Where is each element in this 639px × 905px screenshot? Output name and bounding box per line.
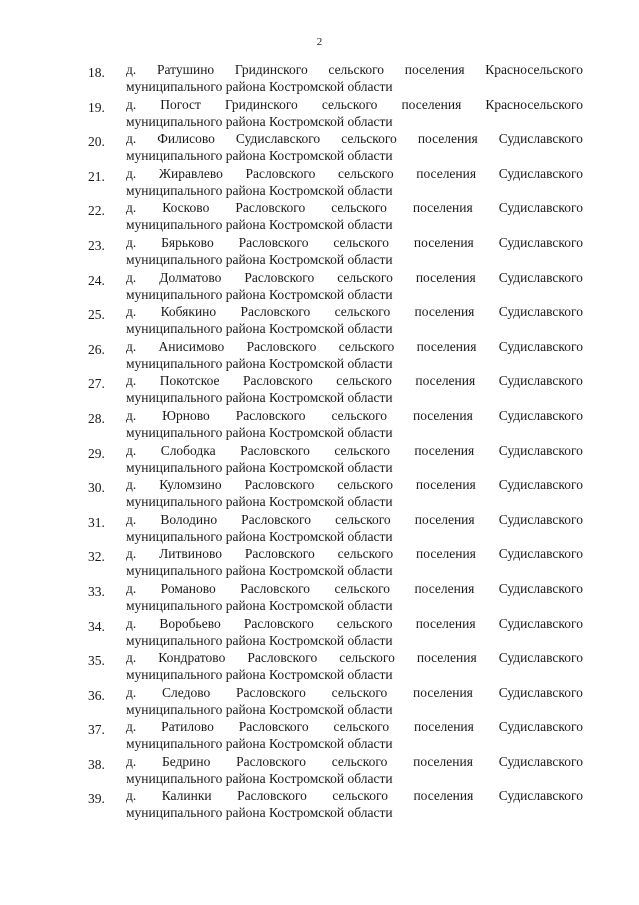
item-number: 19. [88,99,105,115]
item-line-2: муниципального района Костромской области [126,528,393,544]
item-text [126,684,583,718]
list-item [88,476,588,511]
item-line-2: муниципального района Костромской области [126,424,393,440]
item-word: Судиславского [498,615,583,631]
item-word: Литвиново [159,546,222,562]
item-text [126,96,583,130]
item-word: Юрново [162,407,210,423]
item-word: сельского [332,788,388,804]
item-word: сельского [321,96,378,112]
item-word: сельского [331,200,387,216]
item-word: д. [126,511,137,527]
item-word: д. [126,304,137,320]
item-word: Расловского [244,269,315,285]
item-word: поселения [415,269,476,285]
item-text [126,269,583,303]
item-word: поселения [416,546,476,562]
item-line-2: муниципального района Костромской области [126,667,393,683]
item-text [126,615,583,649]
item-number: 29. [88,445,105,461]
item-word: поселения [404,62,465,77]
list-item [88,303,588,338]
item-line-2: муниципального района Костромской области [126,251,393,267]
item-word: Судиславского [498,165,583,181]
list-item [88,338,588,373]
item-word: поселения [412,200,473,216]
item-word: д. [126,234,137,250]
item-line-2: муниципального района Костромской области [126,632,393,648]
item-word: д. [126,719,137,735]
item-text [126,303,583,337]
item-word: д. [126,269,137,285]
item-number: 25. [88,307,105,323]
item-word: Филисово [157,131,215,147]
item-word: Красносельского [485,96,583,112]
item-word: Расловского [244,546,315,562]
item-word: д. [126,442,137,458]
item-line-1 [126,199,583,216]
list-item [88,718,588,753]
item-word: Расловского [237,788,307,804]
item-word: д. [126,753,137,769]
item-line-2: муниципального района Костромской области [126,182,393,198]
item-word: поселения [416,650,477,666]
item-word: Володино [160,511,218,527]
item-word: Расловского [235,407,306,423]
item-word: Бярьково [161,234,214,250]
item-line-1 [126,545,583,562]
item-line-1 [126,684,583,701]
item-word: сельского [337,477,393,493]
list-item [88,649,588,684]
item-line-1 [126,718,583,735]
item-word: поселения [401,96,462,112]
item-word: поселения [416,338,477,354]
settlement-list [88,61,588,822]
item-word: Косково [162,200,210,216]
item-word: д. [126,200,137,216]
item-line-1 [126,61,583,78]
item-word: поселения [414,511,475,527]
item-word: сельского [331,407,388,423]
item-word: Расловского [241,511,311,527]
item-word: сельского [331,753,388,769]
item-line-1 [126,753,583,770]
item-line-1 [126,476,583,493]
item-text [126,476,583,510]
item-line-2: муниципального района Костромской области [126,494,393,510]
item-word: Судиславского [498,304,583,320]
list-item [88,442,588,477]
item-number: 18. [88,65,105,80]
item-line-1 [126,96,583,113]
list-item [88,787,588,822]
item-word: д. [126,165,137,181]
item-text [126,442,583,476]
list-item [88,234,588,269]
item-number: 33. [88,583,105,599]
item-word: поселения [414,580,475,596]
item-word: д. [126,580,137,596]
item-word: Расловского [236,684,306,700]
list-item [88,269,588,304]
list-item [88,130,588,165]
item-number: 35. [88,653,105,669]
item-word: Судиславского [498,269,583,285]
item-word: сельского [331,684,388,700]
item-number: 27. [88,376,105,392]
item-line-2: муниципального района Костромской области [126,321,393,337]
item-word: Судиславского [235,131,321,147]
item-word: Покотское [159,373,220,389]
item-word: Судиславского [498,338,583,354]
item-word: Бедрино [162,753,211,769]
item-word: Судиславского [498,511,583,527]
list-item [88,580,588,615]
item-line-1 [126,269,583,286]
item-line-2: муниципального района Костромской области [126,736,393,752]
item-word: Красносельского [485,62,583,77]
item-number: 20. [88,134,105,150]
item-text [126,649,583,683]
item-word: Долматово [159,269,222,285]
item-word: д. [126,131,137,147]
item-word: Расловского [238,719,309,735]
item-word: Воробьево [159,615,221,631]
item-number: 26. [88,341,105,357]
item-line-1 [126,130,583,147]
item-word: Анисимово [158,338,225,354]
item-word: Расловского [235,200,306,216]
item-word: Ратилово [161,719,214,735]
item-word: д. [126,338,137,354]
item-word: д. [126,546,137,562]
item-line-1 [126,303,583,320]
item-line-2: муниципального района Костромской области [126,597,393,613]
item-word: Жиравлево [158,165,223,181]
item-word: сельского [333,719,390,735]
item-word: поселения [416,165,477,181]
item-word: Судиславского [498,719,583,735]
item-line-2: муниципального района Костромской области [126,286,393,302]
item-line-2: муниципального района Костромской области [126,113,393,129]
item-number: 28. [88,410,105,426]
item-line-2: муниципального района Костромской области [126,217,393,233]
item-number: 23. [88,237,105,253]
item-number: 30. [88,480,105,496]
item-word: Слободка [160,442,216,458]
item-word: сельского [336,615,393,631]
item-word: Судиславского [498,131,583,147]
item-text [126,545,583,579]
item-number: 31. [88,514,105,530]
item-word: д. [126,615,137,631]
item-line-1 [126,615,583,632]
item-line-1 [126,407,583,424]
item-word: поселения [413,684,473,700]
item-line-1 [126,165,583,182]
item-number: 21. [88,168,105,184]
item-line-1 [126,649,583,666]
list-item [88,753,588,788]
item-line-1 [126,234,583,251]
item-text [126,753,583,787]
item-number: 34. [88,618,105,634]
item-word: сельского [328,62,385,77]
list-item [88,684,588,719]
item-text [126,199,583,233]
item-word: сельского [333,234,389,250]
item-word: сельского [339,650,395,666]
list-item [88,407,588,442]
item-number: 24. [88,272,105,288]
item-word: Судиславского [498,650,583,666]
list-item [88,199,588,234]
item-word: д. [126,650,137,666]
item-line-2: муниципального района Костромской области [126,355,393,371]
item-word: Гридинского [224,96,298,112]
item-word: Калинки [161,788,212,804]
item-word: Расловского [236,753,306,769]
item-word: поселения [415,615,476,631]
item-word: Судиславского [498,546,583,562]
item-word: Расловского [246,338,317,354]
item-text [126,511,583,545]
item-text [126,165,583,199]
item-word: Ратушино [156,62,215,77]
item-word: Расловского [240,580,311,596]
item-word: Судиславского [498,407,583,423]
item-word: Следово [162,684,211,700]
item-line-1 [126,787,583,804]
item-line-2: муниципального района Костромской области [126,459,393,475]
item-word: Судиславского [498,788,583,804]
item-line-2: муниципального района Костромской области [126,805,393,821]
item-word: поселения [414,719,474,735]
item-number: 32. [88,549,105,565]
item-line-1 [126,511,583,528]
item-text [126,130,583,164]
item-line-1 [126,338,583,355]
item-word: поселения [412,407,473,423]
list-item [88,372,588,407]
item-number: 38. [88,756,105,772]
item-word: поселения [413,788,474,804]
list-item [88,545,588,580]
item-word: поселения [415,373,476,389]
item-word: Расловского [245,165,316,181]
item-text [126,718,583,752]
item-word: Расловского [243,615,314,631]
item-line-2: муниципального района Костромской области [126,701,393,717]
item-word: д. [126,62,137,77]
item-number: 37. [88,722,105,738]
item-word: поселения [415,477,476,493]
item-word: Судиславского [498,684,583,700]
item-word: сельского [337,546,394,562]
item-line-1 [126,442,583,459]
item-line-2: муниципального района Костромской области [126,770,393,786]
item-word: поселения [414,304,475,320]
item-word: Расловского [238,234,309,250]
item-word: поселения [414,442,475,458]
item-word: д. [126,477,137,493]
item-number: 39. [88,791,105,807]
list-item [88,61,588,96]
item-word: д. [126,96,137,112]
item-word: д. [126,373,137,389]
page-number: 2 [316,36,323,48]
item-word: сельского [336,373,392,389]
item-word: Кобякино [160,304,217,320]
item-word: Судиславского [498,477,583,493]
item-line-1 [126,372,583,389]
item-word: Расловского [240,304,311,320]
item-line-2: муниципального района Костромской области [126,563,393,579]
item-word: д. [126,684,137,700]
item-word: Расловского [244,477,315,493]
item-word: сельского [334,580,391,596]
item-word: Расловского [240,442,310,458]
item-word: д. [126,788,137,804]
list-item [88,615,588,650]
item-number: 36. [88,687,105,703]
item-word: сельского [341,131,397,147]
list-item [88,165,588,200]
item-word: сельского [338,338,395,354]
item-text [126,787,583,821]
item-word: Судиславского [498,753,583,769]
item-word: Судиславского [498,234,583,250]
item-word: Судиславского [498,442,583,458]
item-text [126,234,583,268]
item-text [126,407,583,441]
item-word: Гридинского [234,62,308,77]
item-word: д. [126,407,137,423]
list-item [88,96,588,131]
item-line-2: муниципального района Костромской области [126,148,393,164]
item-line-1 [126,580,583,597]
item-word: Куломзино [159,477,222,493]
item-word: сельского [335,511,391,527]
item-text [126,372,583,406]
item-word: сельского [334,442,390,458]
list-item [88,511,588,546]
item-word: Погост [160,96,201,112]
item-line-2: муниципального района Костромской области [126,390,393,406]
item-word: Судиславского [498,580,583,596]
item-text [126,61,583,95]
item-word: Судиславского [498,200,583,216]
item-word: Романово [160,580,216,596]
item-word: сельского [337,269,393,285]
item-word: сельского [334,304,391,320]
item-line-2: муниципального района Костромской области [126,79,393,94]
item-word: поселения [413,753,473,769]
item-word: Расловского [242,373,313,389]
item-word: Кондратово [158,650,226,666]
item-word: поселения [413,234,474,250]
item-number: 22. [88,203,105,219]
item-word: Расловского [247,650,318,666]
item-text [126,338,583,372]
item-word: Судиславского [498,373,583,389]
item-text [126,580,583,614]
item-word: поселения [417,131,478,147]
item-word: сельского [338,165,394,181]
